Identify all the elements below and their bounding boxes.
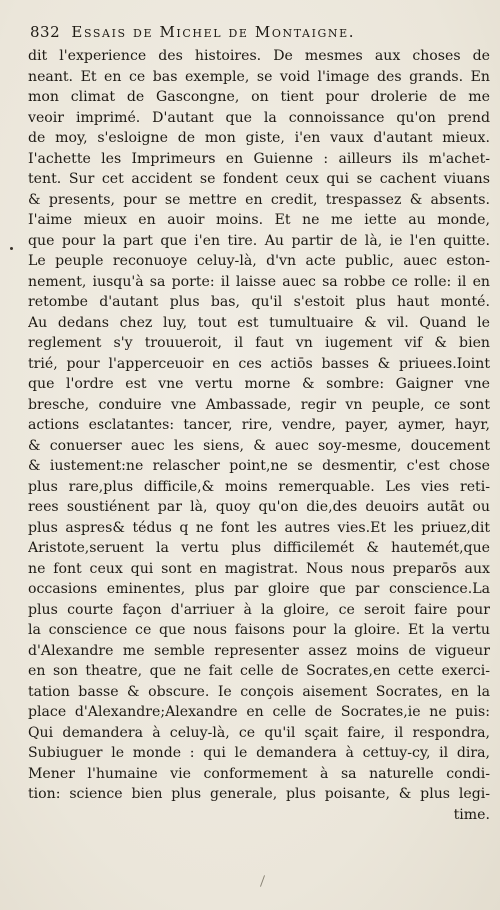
text-line: Qui demandera à celuy-là, ce qu'il sçait faire, il respondra, bbox=[28, 724, 490, 741]
margin-mark bbox=[10, 247, 13, 250]
text-line: occasions eminentes, plus par gloire que par conscience.La bbox=[28, 581, 490, 597]
text-line: ne font ceux qui sont en magistrat. Nous nous preparōs aux bbox=[28, 560, 490, 577]
text-line: tation basse & obscure. Ie conçois aisement Socrates, en la bbox=[28, 683, 490, 700]
stray-ink-mark bbox=[260, 875, 265, 887]
text-line: actions esclatantes: tancer, rire, vendre, payer, aymer, hayr, bbox=[28, 417, 490, 433]
text-line: d'Alexandre me semble representer assez moins de vigueur bbox=[28, 642, 490, 659]
page-header bbox=[30, 20, 490, 44]
text-line: tion: science bien plus generale, plus poisante, & plus legi- bbox=[28, 786, 490, 802]
text-line: Au dedans chez luy, tout est tumultuaire & vil. Quand le bbox=[28, 314, 490, 331]
text-line: neant. Et en ce bas exemple, se void l'image des grands. En bbox=[28, 68, 490, 85]
body-text bbox=[28, 46, 490, 825]
page-number: 832 bbox=[30, 23, 61, 41]
text-line: plus courte façon d'arriuer à la gloire, ce seroit faire pour bbox=[28, 601, 490, 618]
text-line: que pour la part que i'en tire. Au partir de là, ie l'en quitte. bbox=[28, 232, 490, 249]
text-line: plus aspres& tédus q ne font les autres vies.Et les priuez,dit bbox=[28, 519, 490, 536]
text-line: Subiuguer le monde : qui le demandera à cettuy-cy, il dira, bbox=[28, 745, 490, 761]
text-line: la conscience ce que nous faisons pour la gloire. Et la vertu bbox=[28, 622, 490, 638]
text-line: dit l'experience des histoires. De mesmes aux choses de bbox=[28, 48, 490, 64]
text-line: reglement s'y trouueroit, il faut vn iugement vif & bien bbox=[28, 335, 490, 351]
text-line: veoir imprimé. D'autant que la connoissance qu'on prend bbox=[28, 109, 490, 126]
text-line: que l'ordre est vne vertu morne & sombre: Gaigner vne bbox=[28, 376, 490, 392]
text-line: de moy, s'esloigne de mon giste, i'en vaux d'autant mieux. bbox=[28, 130, 490, 146]
text-line: Mener l'humaine vie conformement à sa naturelle condi- bbox=[28, 765, 490, 782]
text-line: & presents, pour se mettre en credit, trespassez & absents. bbox=[28, 191, 490, 208]
running-title: Essais de Michel de Montaigne. bbox=[71, 23, 356, 41]
text-line: & conuerser auec les siens, & auec soy-mesme, doucement bbox=[28, 437, 490, 454]
text-line: I'achette les Imprimeurs en Guienne : ailleurs ils m'achet- bbox=[28, 150, 490, 167]
text-line: retombe d'autant plus bas, qu'il s'estoit plus haut monté. bbox=[28, 294, 490, 310]
text-line: I'aime mieux en auoir moins. Et ne me iette au monde, bbox=[28, 212, 490, 228]
text-line: tent. Sur cet accident se fondent ceux qui se cachent viuans bbox=[28, 171, 490, 187]
text-line: & iustement:ne relascher point,ne se desmentir, c'est chose bbox=[28, 458, 490, 474]
text-line: Le peuple reconuoye celuy-là, d'vn acte public, auec eston- bbox=[28, 253, 490, 269]
text-line: bresche, conduire vne Ambassade, regir vn peuple, ce sont bbox=[28, 396, 490, 413]
text-line: plus rare,plus difficile,& moins remerquable. Les vies reti- bbox=[28, 478, 490, 495]
text-line: place d'Alexandre;Alexandre en celle de Socrates,ie ne puis: bbox=[28, 704, 490, 720]
text-line: Aristote,seruent la vertu plus difficilemét & hautemét,que bbox=[28, 540, 490, 556]
text-line: en son theatre, que ne fait celle de Socrates,en cette exerci- bbox=[28, 663, 490, 679]
text-line: rees soustiénent par là, quoy qu'on die,des deuoirs autāt ou bbox=[28, 499, 490, 515]
text-line: mon climat de Gascongne, on tient pour drolerie de me bbox=[28, 89, 490, 105]
text-line: trié, pour l'apperceuoir en ces actiōs basses & priuees.Ioint bbox=[28, 355, 490, 372]
text-line: time. bbox=[453, 806, 490, 823]
text-line: nement, iusqu'à sa porte: il laisse auec sa robbe ce rolle: il en bbox=[28, 273, 490, 290]
